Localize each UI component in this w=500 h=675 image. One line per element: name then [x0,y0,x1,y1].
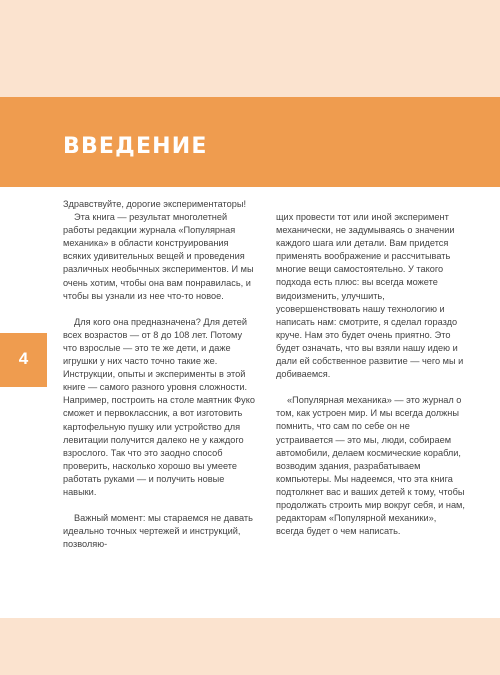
bottom-decorative-band [0,618,500,675]
top-decorative-band [0,0,500,97]
paragraph-magazine: «Популярная механика» — это журнал о том, как устроен мир. И мы всегда должны помнить, что сам по себе он не устраивается — это мы, люди, собираем автомобили, делаем космические корабли, возводим здания, разрабатываем компьютеры. Мы надеемся, что эта книга подтолкнет вас и ваших детей к тому, чтобы продолжать строить мир вокруг себя, и нам, редакторам «Популярной механики», всегда будет о чем написать. [276,395,465,537]
left-text-column [63,198,255,551]
paragraph-intro: Эта книга — результат многолетней работы редакции журнала «Популярная механика» в области конструирования всяких удивительных вещей и проведения различных необычных экспериментов. И мы очень хотим, чтобы она вам понравилась, и чтобы вы узнали из нее что-то новое. [63,212,254,301]
page-number: 4 [18,349,29,368]
greeting-line: Здравствуйте, дорогие экспериментаторы! [63,199,246,209]
right-text-column [276,211,466,538]
paragraph-continued: щих провести тот или иной эксперимент механически, не задумываясь о значении каждого шага или детали. Вам придется применять воображение и рассчитывать многие вещи самостоятельно. У такого подхода есть плюс: вы всегда можете видоизменить, улучшить, усовершенствовать нашу технологию и написать нам: смотрите, я сделал гораздо круче. Нам это будет очень приятно. Это будет означать, что вы взяли нашу идею и дали ей собственное развитие — чего мы и добиваемся. [276,212,464,380]
paragraph-audience: Для кого она предназначена? Для детей всех возрастов — от 8 до 108 лет. Потому что взрослые — это те же дети, и даже игрушки у них часто точно такие же. Инструкции, опыты и эксперименты в этой книге — самого разного уровня сложности. Например, построить на столе маятник Фуко сможет и первоклассник, а вот изготовить картофельную пушку или устройство для левитации получится далеко не у каждого взрослого. Так что это заодно способ проверить, насколько хорошо вы умеете работать руками — и получить новые навыки. [63,316,255,497]
paragraph-important: Важный момент: мы стараемся не давать идеально точных чертежей и инструкций, позволяю- [63,513,253,550]
page-title: ВВЕДЕНИЕ [63,134,208,159]
